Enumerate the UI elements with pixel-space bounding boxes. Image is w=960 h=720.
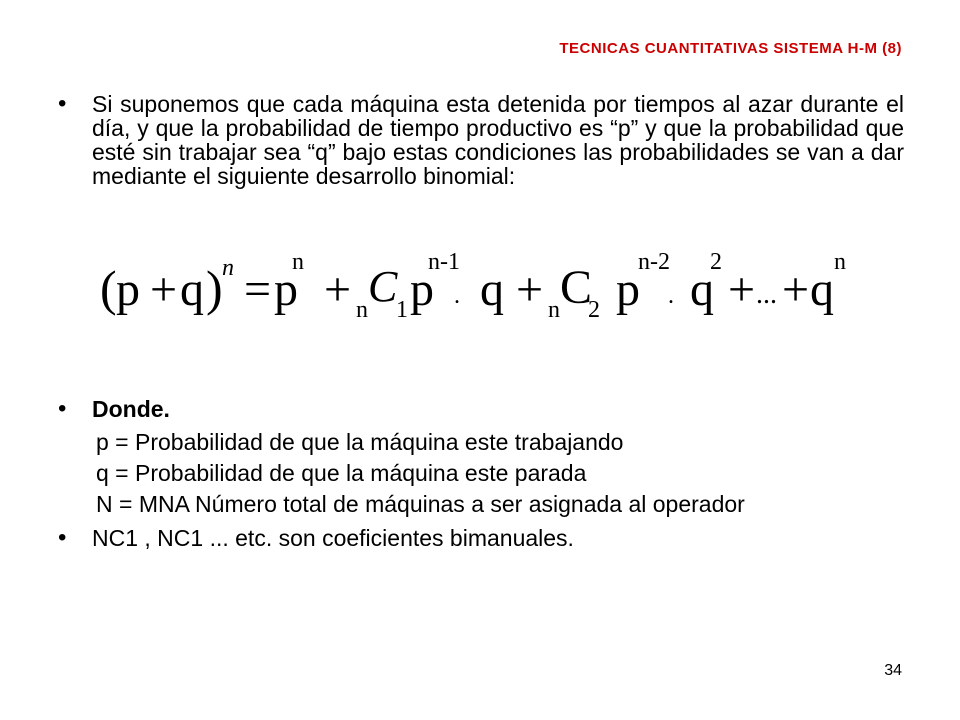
formula-p-term: p (274, 263, 298, 316)
where-bullet (58, 397, 170, 421)
formula-sub-n: n (356, 297, 368, 323)
formula-paren-close: ) (206, 260, 223, 316)
formula-p-term-2: p (410, 263, 434, 316)
formula-plus-2: + (324, 263, 352, 316)
coefficients-text: NC1 , NC1 ... etc. son coeficientes bimanuales. (92, 525, 574, 551)
formula-dot: . (454, 283, 460, 309)
slide-title: TECNICAS CUANTITATIVAS SISTEMA H-M (8) (559, 40, 902, 57)
formula-sub-n-2: n (548, 297, 560, 323)
formula-plus-4: + (728, 263, 756, 316)
definition-p: p = Probabilidad de que la máquina este trabajando (96, 429, 624, 455)
formula-sub-1: 1 (396, 297, 408, 323)
formula-sub-2: 2 (588, 297, 600, 323)
formula-dot-2: . (668, 283, 674, 309)
formula-equals: = (244, 263, 272, 316)
bullet-marker: • (58, 524, 67, 551)
formula-plus: + (150, 263, 178, 316)
bullet-marker: • (58, 90, 67, 117)
formula-exponent-n-3: n (834, 249, 846, 275)
binomial-formula (92, 245, 862, 335)
intro-bullet (58, 92, 908, 188)
formula-exponent-n-minus-1: n-1 (428, 249, 460, 275)
formula-q-term-2: q (690, 263, 714, 316)
formula-exponent-n-minus-2: n-2 (638, 249, 670, 275)
bullet-marker: • (58, 395, 67, 422)
page-number: 34 (884, 662, 902, 679)
formula-q-term: q (480, 263, 504, 316)
where-label: Donde. (92, 396, 170, 422)
definition-q: q = Probabilidad de que la máquina este parada (96, 460, 587, 486)
formula-c1: C (368, 262, 398, 311)
intro-text: Si suponemos que cada máquina esta detenida por tiempos al azar durante el día, y que la probabilidad de tiempo productivo es “p” y que la probabilidad que esté sin trabajar sea “q” bajo estas condiciones las probabilidades se van a dar mediante el siguiente desarrollo binomial: (92, 91, 904, 189)
formula-ellipsis: ... (756, 279, 777, 310)
formula-plus-3: + (516, 263, 544, 316)
formula-exponent-n: n (222, 255, 234, 281)
coefficients-bullet (58, 526, 574, 550)
formula-svg (92, 245, 862, 335)
formula-paren-open: ( (100, 260, 117, 316)
formula-exponent-2: 2 (710, 249, 722, 275)
formula-q: q (180, 263, 204, 316)
formula-q-term-3: q (810, 263, 834, 316)
formula-c2: C (560, 261, 593, 314)
formula-p: p (116, 263, 140, 316)
definition-n: N = MNA Número total de máquinas a ser asignada al operador (96, 491, 745, 517)
formula-plus-5: + (782, 263, 810, 316)
formula-exponent-n-2: n (292, 249, 304, 275)
formula-p-term-3: p (616, 263, 640, 316)
